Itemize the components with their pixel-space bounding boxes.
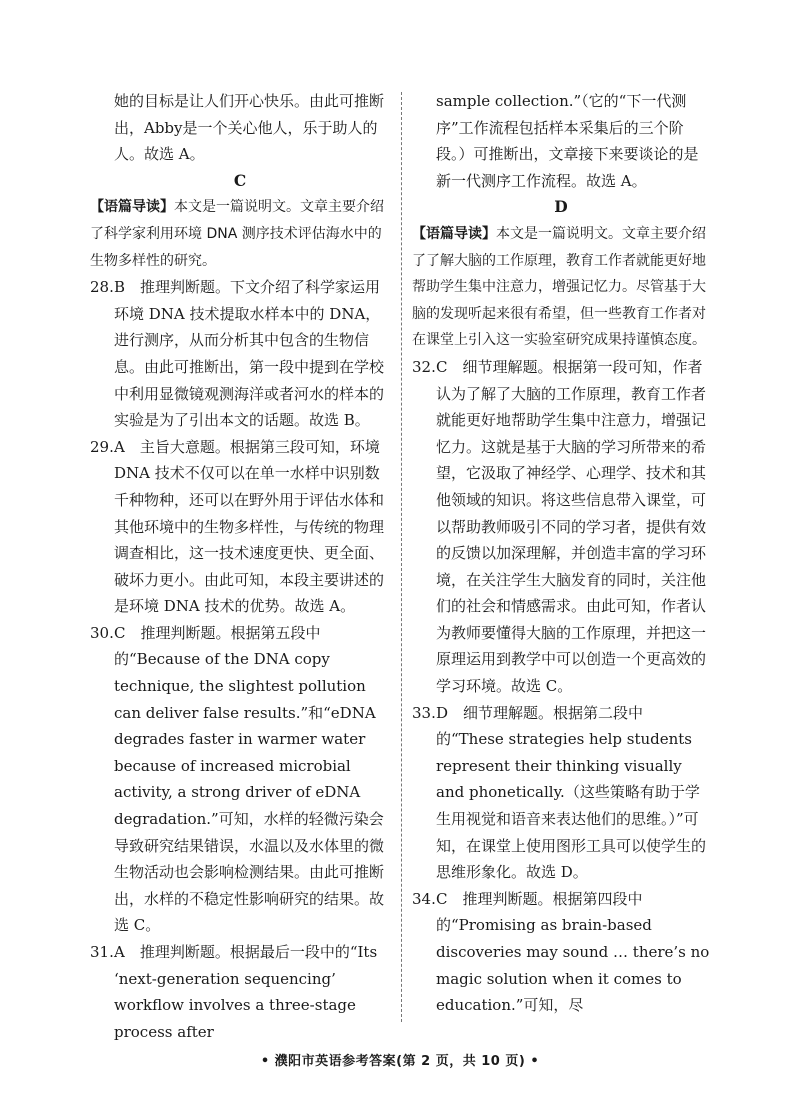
section-heading-c: C xyxy=(233,170,247,190)
question-number: 32. xyxy=(412,357,436,376)
answer-item-30 xyxy=(90,620,390,939)
guide-label: 【语篇导读】 xyxy=(412,225,496,242)
section-heading-d: D xyxy=(554,197,568,217)
guide-text: 本文是一篇说明文。文章主要介绍了了解大脑的工作原理，教育工作者就能更好地帮助学生集中注意力，增强记忆力。尽管基于大脑的发现听起来很有希望，但一些教育工作者对在课堂上引入这一实验室研究成果持谨慎态度。 xyxy=(412,225,706,349)
guide-label: 【语篇导读】 xyxy=(90,199,174,216)
paragraph-q31-continuation: sample collection.”（它的“下一代测序”工作流程包括样本采集后的三个阶段。）可推断出，文章接下来要谈论的是新一代测序工作流程。故选 A。 xyxy=(436,92,699,190)
answer-explanation: A 主旨大意题。根据第三段可知，环境 DNA 技术不仅可以在单一水样中识别数千种物种，还可以在野外用于评估水体和其他环境中的生物多样性，与传统的物理调查相比，这一技术速度更快、更全面、破坏力更小。由此可知，本段主要讲述的是环境 DNA 技术的优势。故选 A。 xyxy=(114,437,385,616)
guide-text: 本文是一篇说明文。文章主要介绍了科学家利用环境 DNA 测序技术评估海水中的生物多样性的研究。 xyxy=(90,199,384,269)
answer-explanation: C 推理判断题。根据第五段中的“Because of the DNA copy technique, the slightest pollution can deliver false results.”和“eDNA degrades faster in warmer water because of increased microbial activity, a strong driver of eDNA degradation.”可知，水样的轻微污染会导致研究结果错误，水温以及水体里的微生物活动也会影响检测结果。由此可推断出，水样的不稳定性影响研究的结果。故选 C。 xyxy=(114,623,385,935)
column-divider xyxy=(401,92,402,1022)
answer-item-28 xyxy=(90,274,390,434)
left-column xyxy=(90,88,390,1045)
answer-item-32 xyxy=(412,354,710,700)
question-number: 28. xyxy=(90,278,114,297)
answer-item-34 xyxy=(412,886,710,1019)
answer-item-29 xyxy=(90,434,390,620)
page-footer: • 濮阳市英语参考答案(第 2 页，共 10 页) • xyxy=(260,1054,540,1069)
answer-explanation: B 推理判断题。下文介绍了科学家运用环境 DNA 技术提取水样本中的 DNA，进行测序，从而分析其中包含的生物信息。由此可推断出，第一段中提到在学校中利用显微镜观测海洋或者河水的样本的实验是为了引出本文的话题。故选 B。 xyxy=(114,278,385,430)
answer-explanation: D 细节理解题。根据第二段中的“These strategies help students represent their thinking visually and phonetically.（这些策略有助于学生用视觉和语音来表达他们的思维。）”可知，在课堂上使用图形工具可以使学生的思维形象化。故选 D。 xyxy=(436,703,707,882)
question-number: 29. xyxy=(90,437,114,456)
question-number: 34. xyxy=(412,889,436,908)
question-number: 33. xyxy=(412,703,436,722)
reading-guide-d xyxy=(412,221,710,354)
reading-guide-c xyxy=(90,194,390,274)
question-number: 31. xyxy=(90,943,114,961)
question-number: 30. xyxy=(90,623,114,642)
paragraph-q27-continuation: 她的目标是让人们开心快乐。由此可推断出，Abby是一个关心他人，乐于助人的人。故选 A。 xyxy=(114,92,385,164)
answer-item-33 xyxy=(412,700,710,886)
answer-explanation: C 细节理解题。根据第一段可知，作者认为了解了大脑的工作原理，教育工作者就能更好地帮助学生集中注意力，增强记忆力。这就是基于大脑的学习所带来的希望，它汲取了神经学、心理学、技术和其他领域的知识。将这些信息带入课堂，可以帮助教师吸引不同的学习者，提供有效的反馈以加深理解，并创造丰富的学习环境，在关注学生大脑发育的同时，关注他们的社会和情感需求。由此可知，作者认为教师要懂得大脑的工作原理，并把这一原理运用到教学中可以创造一个更高效的学习环境。故选 C。 xyxy=(436,357,707,696)
answer-explanation: A 推理判断题。根据最后一段中的“Its ‘next-generation sequencing’ workflow involves a three-stage process after xyxy=(114,943,378,1041)
right-column xyxy=(412,88,710,1019)
answer-item-31 xyxy=(90,939,390,1045)
answer-explanation: C 推理判断题。根据第四段中的“Promising as brain-based discoveries may sound … there’s no magic solution when it comes to education.”可知，尽 xyxy=(436,889,710,1015)
